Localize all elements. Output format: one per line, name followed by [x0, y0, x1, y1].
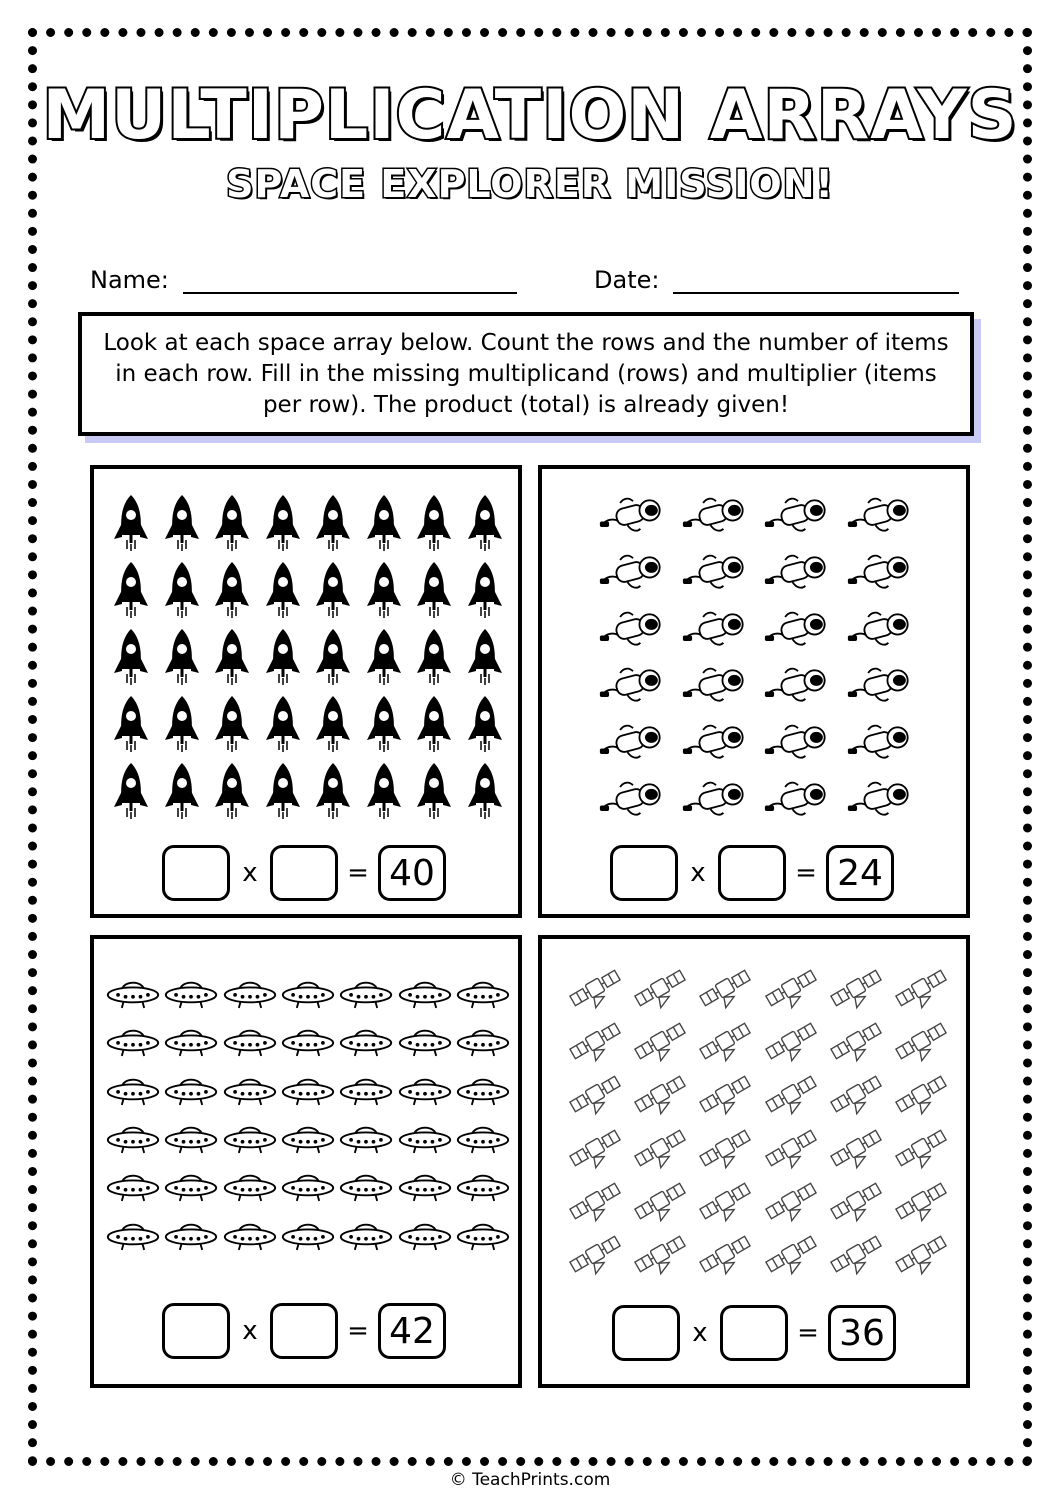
- multiplier-box[interactable]: [718, 845, 786, 901]
- astronaut-icon: [592, 770, 675, 827]
- rocket-icon: [460, 757, 511, 824]
- rocket-icon: [157, 556, 208, 623]
- astronaut-icon: [757, 600, 840, 657]
- satellite-icon: [889, 1228, 954, 1281]
- name-label: Name:: [90, 266, 169, 294]
- multiplicand-box[interactable]: [162, 1303, 230, 1359]
- rocket-icon: [359, 757, 410, 824]
- astronaut-icon: [675, 714, 758, 771]
- satellite-icon: [758, 1228, 823, 1281]
- ufo-icon: [162, 1114, 220, 1162]
- satellite-icon: [693, 1068, 758, 1121]
- astronaut-icon: [675, 544, 758, 601]
- rocket-icon: [460, 690, 511, 757]
- satellite-icon: [562, 1121, 627, 1174]
- satellite-icon: [627, 1228, 692, 1281]
- ufo-icon: [221, 969, 279, 1017]
- ufo-icon: [104, 1162, 162, 1210]
- date-label: Date:: [594, 266, 660, 294]
- rocket-array: [106, 489, 510, 824]
- ufo-icon: [454, 1211, 512, 1259]
- array-panel-astronauts: [538, 465, 970, 918]
- ufo-icon: [454, 1162, 512, 1210]
- ufo-icon: [104, 1066, 162, 1114]
- ufo-icon: [454, 1017, 512, 1065]
- ufo-icon: [454, 1114, 512, 1162]
- product-box: 36: [828, 1305, 896, 1361]
- ufo-icon: [104, 1211, 162, 1259]
- ufo-icon: [395, 1017, 453, 1065]
- ufo-icon: [221, 1017, 279, 1065]
- rocket-icon: [207, 556, 258, 623]
- instructions-box: [78, 312, 974, 436]
- satellite-array: [562, 961, 954, 1281]
- ufo-icon: [337, 1114, 395, 1162]
- ufo-icon: [221, 1162, 279, 1210]
- rocket-icon: [308, 690, 359, 757]
- worksheet-subtitle: SPACE EXPLORER MISSION!: [226, 162, 834, 206]
- astronaut-icon: [592, 487, 675, 544]
- equals-sign: =: [797, 1318, 819, 1348]
- satellite-icon: [562, 1228, 627, 1281]
- satellite-icon: [758, 961, 823, 1014]
- rocket-icon: [106, 556, 157, 623]
- rocket-icon: [258, 489, 309, 556]
- astronaut-icon: [592, 657, 675, 714]
- array-panel-rockets: [90, 465, 522, 918]
- multiplier-box[interactable]: [720, 1305, 788, 1361]
- worksheet-title: MULTIPLICATION ARRAYS: [42, 76, 1018, 155]
- ufo-array: [104, 969, 512, 1259]
- rocket-icon: [308, 489, 359, 556]
- satellite-icon: [823, 961, 888, 1014]
- rocket-icon: [207, 489, 258, 556]
- ufo-icon: [454, 1066, 512, 1114]
- astronaut-array: [592, 487, 922, 827]
- rocket-icon: [409, 623, 460, 690]
- rocket-icon: [258, 623, 309, 690]
- astronaut-icon: [757, 657, 840, 714]
- ufo-icon: [395, 1066, 453, 1114]
- equals-sign: =: [795, 858, 817, 888]
- satellite-icon: [889, 1174, 954, 1227]
- ufo-icon: [279, 1211, 337, 1259]
- satellite-icon: [889, 1014, 954, 1067]
- rocket-icon: [409, 489, 460, 556]
- astronaut-icon: [592, 714, 675, 771]
- astronaut-icon: [675, 770, 758, 827]
- satellite-icon: [823, 1228, 888, 1281]
- rocket-icon: [258, 757, 309, 824]
- rocket-icon: [460, 623, 511, 690]
- satellite-icon: [627, 1174, 692, 1227]
- rocket-icon: [157, 690, 208, 757]
- satellite-icon: [627, 1121, 692, 1174]
- rocket-icon: [359, 489, 410, 556]
- astronaut-icon: [675, 487, 758, 544]
- instructions-text: Look at each space array below. Count the rows and the number of items in each row. Fill in the missing multiplicand (rows) and multiplier (items per row). The product (total) is already given!: [103, 329, 949, 418]
- ufo-icon: [221, 1211, 279, 1259]
- rocket-icon: [207, 623, 258, 690]
- array-panel-ufos: [90, 935, 522, 1388]
- satellite-icon: [693, 1121, 758, 1174]
- ufo-icon: [337, 969, 395, 1017]
- times-sign: x: [242, 1316, 258, 1346]
- ufo-icon: [337, 1162, 395, 1210]
- multiplier-box[interactable]: [270, 845, 338, 901]
- ufo-icon: [162, 969, 220, 1017]
- rocket-icon: [308, 623, 359, 690]
- copyright-footer: © TeachPrints.com: [449, 1470, 611, 1490]
- ufo-icon: [162, 1017, 220, 1065]
- ufo-icon: [337, 1211, 395, 1259]
- ufo-icon: [395, 1211, 453, 1259]
- satellite-icon: [693, 1228, 758, 1281]
- date-input-line[interactable]: [673, 264, 959, 294]
- multiplicand-box[interactable]: [610, 845, 678, 901]
- rocket-icon: [308, 556, 359, 623]
- astronaut-icon: [757, 770, 840, 827]
- ufo-icon: [162, 1211, 220, 1259]
- satellite-icon: [562, 1014, 627, 1067]
- rocket-icon: [106, 623, 157, 690]
- product-box: 40: [378, 845, 446, 901]
- satellite-icon: [889, 1068, 954, 1121]
- name-input-line[interactable]: [183, 264, 517, 294]
- rocket-icon: [157, 757, 208, 824]
- astronaut-icon: [840, 487, 923, 544]
- satellite-icon: [823, 1014, 888, 1067]
- product-box: 24: [826, 845, 894, 901]
- rocket-icon: [409, 556, 460, 623]
- ufo-icon: [162, 1066, 220, 1114]
- satellite-icon: [562, 1174, 627, 1227]
- ufo-icon: [395, 1114, 453, 1162]
- satellite-icon: [627, 1014, 692, 1067]
- satellite-icon: [693, 1174, 758, 1227]
- satellite-icon: [693, 1014, 758, 1067]
- satellite-icon: [758, 1174, 823, 1227]
- satellite-icon: [823, 1068, 888, 1121]
- ufo-icon: [395, 1162, 453, 1210]
- satellite-icon: [889, 1121, 954, 1174]
- equation: [162, 845, 446, 901]
- equals-sign: =: [347, 858, 369, 888]
- ufo-icon: [104, 1017, 162, 1065]
- satellite-icon: [693, 961, 758, 1014]
- ufo-icon: [337, 1017, 395, 1065]
- astronaut-icon: [592, 544, 675, 601]
- rocket-icon: [106, 757, 157, 824]
- ufo-icon: [162, 1162, 220, 1210]
- ufo-icon: [279, 969, 337, 1017]
- product-box: 42: [378, 1303, 446, 1359]
- satellite-icon: [758, 1014, 823, 1067]
- rocket-icon: [157, 623, 208, 690]
- multiplicand-box[interactable]: [162, 845, 230, 901]
- satellite-icon: [758, 1068, 823, 1121]
- rocket-icon: [460, 489, 511, 556]
- rocket-icon: [207, 690, 258, 757]
- rocket-icon: [409, 690, 460, 757]
- equation: [612, 1305, 896, 1361]
- rocket-icon: [460, 556, 511, 623]
- astronaut-icon: [840, 657, 923, 714]
- astronaut-icon: [840, 544, 923, 601]
- ufo-icon: [454, 969, 512, 1017]
- ufo-icon: [221, 1114, 279, 1162]
- array-panel-satellites: [538, 935, 970, 1388]
- satellite-icon: [889, 961, 954, 1014]
- astronaut-icon: [757, 544, 840, 601]
- rocket-icon: [359, 556, 410, 623]
- satellite-icon: [627, 1068, 692, 1121]
- name-field: [90, 264, 517, 294]
- satellite-icon: [562, 961, 627, 1014]
- rocket-icon: [359, 690, 410, 757]
- ufo-icon: [221, 1066, 279, 1114]
- multiplier-box[interactable]: [270, 1303, 338, 1359]
- equals-sign: =: [347, 1316, 369, 1346]
- rocket-icon: [106, 690, 157, 757]
- rocket-icon: [207, 757, 258, 824]
- astronaut-icon: [675, 657, 758, 714]
- rocket-icon: [258, 690, 309, 757]
- rocket-icon: [359, 623, 410, 690]
- rocket-icon: [409, 757, 460, 824]
- multiplicand-box[interactable]: [612, 1305, 680, 1361]
- satellite-icon: [823, 1121, 888, 1174]
- rocket-icon: [258, 556, 309, 623]
- ufo-icon: [279, 1066, 337, 1114]
- astronaut-icon: [675, 600, 758, 657]
- times-sign: x: [690, 858, 706, 888]
- astronaut-icon: [592, 600, 675, 657]
- ufo-icon: [395, 969, 453, 1017]
- ufo-icon: [104, 1114, 162, 1162]
- equation: [162, 1303, 446, 1359]
- rocket-icon: [157, 489, 208, 556]
- astronaut-icon: [757, 487, 840, 544]
- ufo-icon: [279, 1017, 337, 1065]
- ufo-icon: [104, 969, 162, 1017]
- satellite-icon: [627, 961, 692, 1014]
- satellite-icon: [758, 1121, 823, 1174]
- ufo-icon: [279, 1162, 337, 1210]
- rocket-icon: [106, 489, 157, 556]
- astronaut-icon: [757, 714, 840, 771]
- ufo-icon: [337, 1066, 395, 1114]
- equation: [610, 845, 894, 901]
- astronaut-icon: [840, 714, 923, 771]
- times-sign: x: [242, 858, 258, 888]
- date-field: [594, 264, 959, 294]
- astronaut-icon: [840, 770, 923, 827]
- times-sign: x: [692, 1318, 708, 1348]
- satellite-icon: [562, 1068, 627, 1121]
- ufo-icon: [279, 1114, 337, 1162]
- rocket-icon: [308, 757, 359, 824]
- astronaut-icon: [840, 600, 923, 657]
- satellite-icon: [823, 1174, 888, 1227]
